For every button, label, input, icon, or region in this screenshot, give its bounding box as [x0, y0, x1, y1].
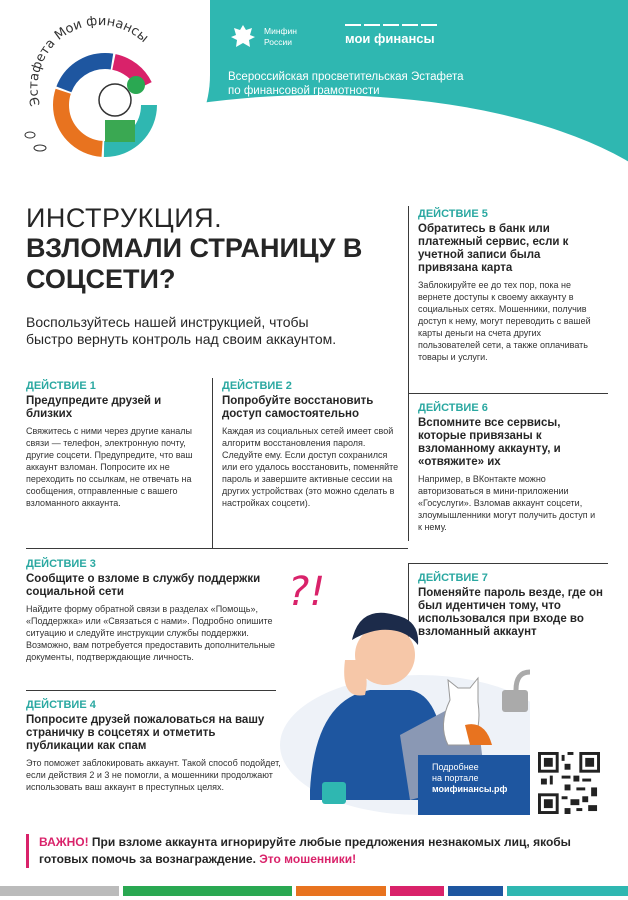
action-head: ДЕЙСТВИЕ 6: [418, 402, 488, 414]
cup-icon: [322, 782, 346, 804]
subtitle-line1: Всероссийская просветительская Эстафета: [228, 71, 464, 83]
action-title: Вспомните все сервисы, которые привязаны к взломанному аккаунту, и «отвяжите» их: [418, 417, 561, 468]
action-head: ДЕЙСТВИЕ 1: [26, 380, 96, 392]
subtitle-line2: по финансовой грамотности: [228, 85, 380, 97]
stage-name-line1: «Финансовая безопасность: [263, 109, 436, 123]
important-label: ВАЖНО!: [39, 835, 89, 849]
exclaim-mark: ?!: [288, 569, 326, 615]
qr-code-icon[interactable]: [538, 752, 600, 814]
logo-area: [0, 0, 210, 185]
action-body: Каждая из социальных сетей имеет свой алгоритм восстановления пароля. Следуйте ему. Если доступ сохранился или его удалось восстановить, поменяйте пароль и завершите активные сессии на других устройствах (это можно сделать в настройках соцсети).: [222, 426, 399, 508]
important-text: При взломе аккаунта игнорируйте любые предложения незнакомых лиц, якобы готовых помочь за вознаграждение.: [39, 835, 571, 866]
action-title: Предупредите друзей и близких: [26, 395, 162, 420]
eagle-emblem-icon: [228, 22, 258, 52]
open-padlock-icon: [502, 672, 530, 712]
action-1: [26, 380, 206, 509]
page-title-line2: ВЗЛОМАЛИ СТРАНИЦУ В СОЦСЕТИ?: [26, 233, 363, 294]
moi-finansy-brand: [345, 24, 437, 46]
action-6: [418, 402, 598, 533]
header-subtitle: [228, 70, 464, 98]
portal-link-box[interactable]: [418, 755, 530, 815]
ministry-line1: Минфин: [264, 26, 297, 36]
bottom-color-bar: [0, 886, 628, 896]
action-body: Найдите форму обратной связи в разделах «Помощь», «Поддержка» или «Связаться с нами». Подробно опишите ситуацию и следуйте инструкции службы поддержки. Возможно, вам потребуется предоставить дополнительные документы, подтверждающие личность.: [26, 604, 276, 662]
action-body: Заблокируйте ее до тех пор, пока не вернете доступы к своему аккаунту в социальных сетях. Мошенники, получив доступ к нему, могут переводить с вашей карты деньги на счета других пользователей сети, а также оплачивать товары и услуги.: [418, 280, 591, 362]
action-title: Обратитесь в банк или платежный сервис, если к учетной записи была привязана карта: [418, 223, 569, 274]
minfin-logo: [228, 22, 297, 52]
action-2: [222, 380, 402, 509]
action-head: ДЕЙСТВИЕ 3: [26, 558, 96, 570]
action-head: ДЕЙСТВИЕ 2: [222, 380, 292, 392]
action-body: Например, в ВКонтакте можно авторизоваться в мини-приложении «Госуслуги». Взломав аккаунт соцсети, злоумышленники могут получить доступ и к нему.: [418, 474, 596, 532]
action-5: [418, 208, 598, 363]
logo-text: Эстафета Мои финансы: [26, 13, 152, 108]
action-4: [26, 699, 286, 793]
stage-label: Этап:: [228, 109, 264, 123]
header-stage: [228, 108, 465, 140]
action-head: ДЕЙСТВИЕ 7: [418, 572, 488, 584]
stage-name-line2: для всей семьи: защити свои деньги»: [228, 125, 465, 139]
action-title: Попросите друзей пожаловаться на вашу страничку в соцсетях и отметить публикации как спам: [26, 714, 265, 752]
action-body: Это поможет заблокировать аккаунт. Такой способ подойдет, если действия 2 и 3 не помогли, а мошенники продолжают использовать ваш аккаунт в преступных целях.: [26, 758, 281, 792]
intro-text: Воспользуйтесь нашей инструкцией, чтобы быстро вернуть контроль над своим аккаунтом.: [26, 314, 337, 347]
important-end: Это мошенники!: [259, 852, 357, 866]
divider-horizontal-right1: [408, 393, 608, 394]
portal-line2: на портале: [432, 773, 479, 783]
action-body: Свяжитесь с ними через другие каналы связи — телефон, электронную почту, другие соцсети. Предупредите, что ваш аккаунт взломан. Попросите их не переходить по ссылкам, не отвечать на сообщения, отправленные с вашего взломанного аккаунта.: [26, 426, 193, 508]
brand-lines: [345, 24, 437, 26]
divider-vertical-right: [408, 206, 409, 541]
action-head: ДЕЙСТВИЕ 4: [26, 699, 96, 711]
page-title-line1: ИНСТРУКЦИЯ.: [26, 203, 223, 233]
action-head: ДЕЙСТВИЕ 5: [418, 208, 488, 220]
portal-line1: Подробнее: [432, 762, 479, 772]
ministry-line2: России: [264, 37, 293, 47]
important-note: [26, 834, 606, 868]
divider-vertical-middle: [212, 378, 213, 548]
brand-text: мои финансы: [345, 31, 435, 46]
estafeta-logo-icon: [10, 10, 190, 170]
portal-url[interactable]: моифинансы.рф: [432, 784, 508, 794]
divider-horizontal-left2: [26, 690, 276, 691]
action-title: Попробуйте восстановить доступ самостоятельно: [222, 395, 374, 420]
action-3: [26, 558, 296, 663]
divider-horizontal-left: [26, 548, 408, 549]
action-title: Поменяйте пароль везде, где он был идентичен тому, что использовался при входе во взломанный аккаунт: [418, 587, 603, 638]
action-title: Сообщите о взломе в службу поддержки социальной сети: [26, 573, 261, 598]
